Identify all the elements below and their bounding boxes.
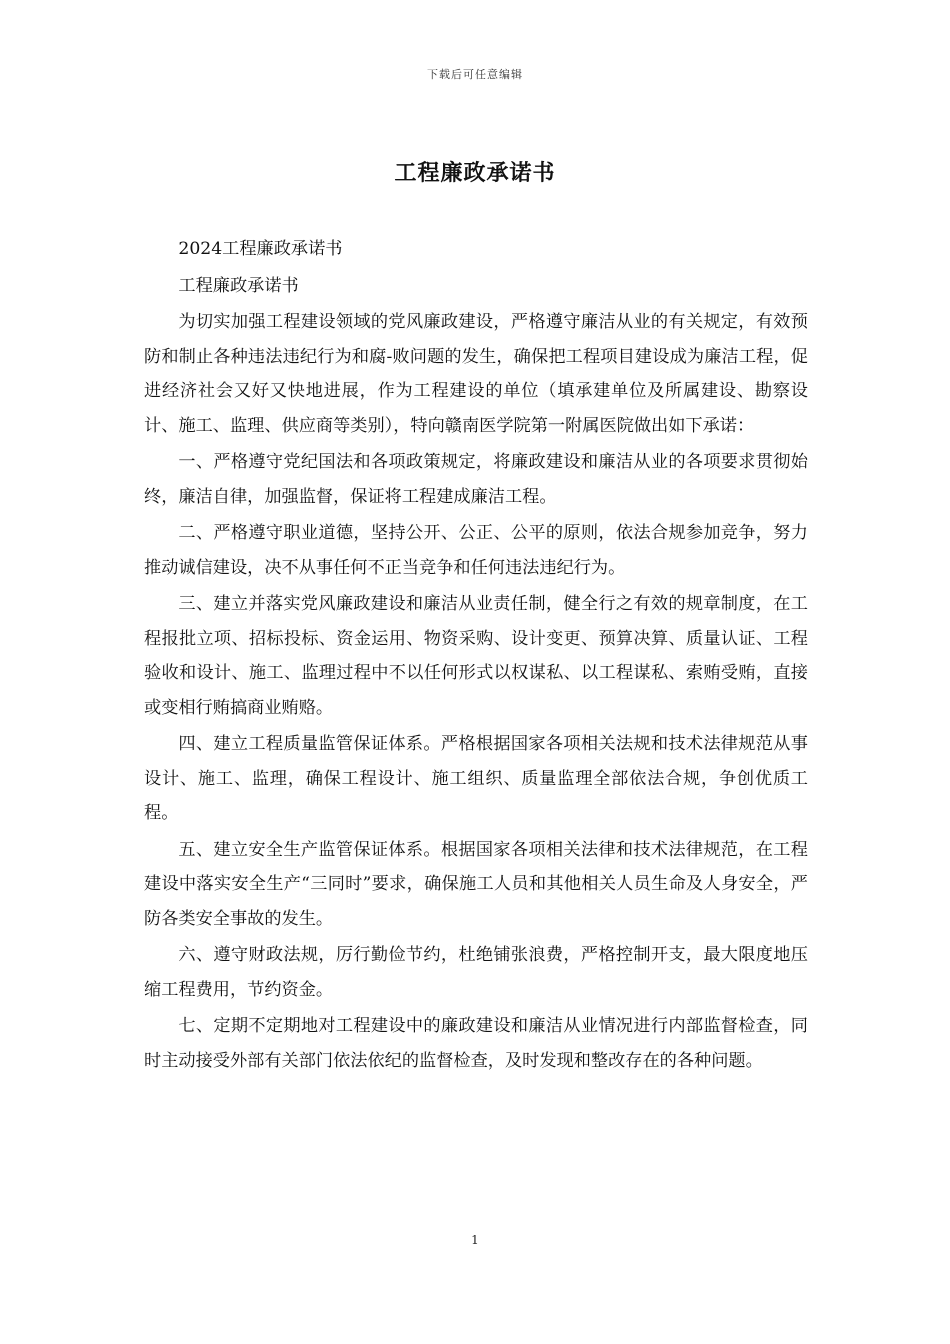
paragraph-item-1: 一、严格遵守党纪国法和各项政策规定，将廉政建设和廉洁从业的各项要求贯彻始终，廉洁自律，加强监督，保证将工程建成廉洁工程。 (144, 452, 808, 507)
paragraph-intro: 为切实加强工程建设领域的党风廉政建设，严格遵守廉洁从业的有关规定，有效预防和制止各种违法违纪行为和腐-败问题的发生，确保把工程项目建设成为廉洁工程，促进经济社会又好又快地进展，作为工程建设的单位（填承建单位及所属建设、勘察设计、施工、监理、供应商等类别），特向赣南医学院第一附属医院做出如下承诺： (144, 312, 808, 436)
document-body (144, 232, 808, 1078)
page-number: 1 (471, 1233, 479, 1247)
paragraph-item-2: 二、严格遵守职业道德，坚持公开、公正、公平的原则，依法合规参加竞争，努力推动诚信建设，决不从事任何不正当竞争和任何违法违纪行为。 (144, 523, 808, 578)
header-note: 下载后可任意编辑 (427, 68, 523, 81)
paragraph-item-5: 五、建立安全生产监管保证体系。根据国家各项相关法律和技术法律规范，在工程建设中落实安全生产“三同时”要求，确保施工人员和其他相关人员生命及人身安全，严防各类安全事故的发生。 (144, 839, 808, 929)
paragraph-item-7: 七、定期不定期地对工程建设中的廉政建设和廉洁从业情况进行内部监督检查，同时主动接受外部有关部门依法依纪的监督检查，及时发现和整改存在的各种问题。 (144, 1016, 808, 1071)
paragraph-item-6: 六、遵守财政法规，厉行勤俭节约，杜绝铺张浪费，严格控制开支，最大限度地压缩工程费用，节约资金。 (144, 945, 808, 1000)
paragraph-item-4: 四、建立工程质量监管保证体系。严格根据国家各项相关法规和技术法律规范从事设计、施工、监理，确保工程设计、施工组织、质量监理全部依法合规，争创优质工程。 (144, 734, 808, 823)
document-title: 工程廉政承诺书 (394, 160, 556, 186)
paragraph-subtitle: 工程廉政承诺书 (178, 275, 299, 296)
paragraph-year-title: 2024工程廉政承诺书 (178, 239, 343, 259)
paragraph-item-3: 三、建立并落实党风廉政建设和廉洁从业责任制，健全行之有效的规章制度，在工程报批立项、招标投标、资金运用、物资采购、设计变更、预算决算、质量认证、工程验收和设计、施工、监理过程中不以任何形式以权谋私、以工程谋私、索贿受贿，直接或变相行贿搞商业贿赂。 (144, 594, 808, 718)
